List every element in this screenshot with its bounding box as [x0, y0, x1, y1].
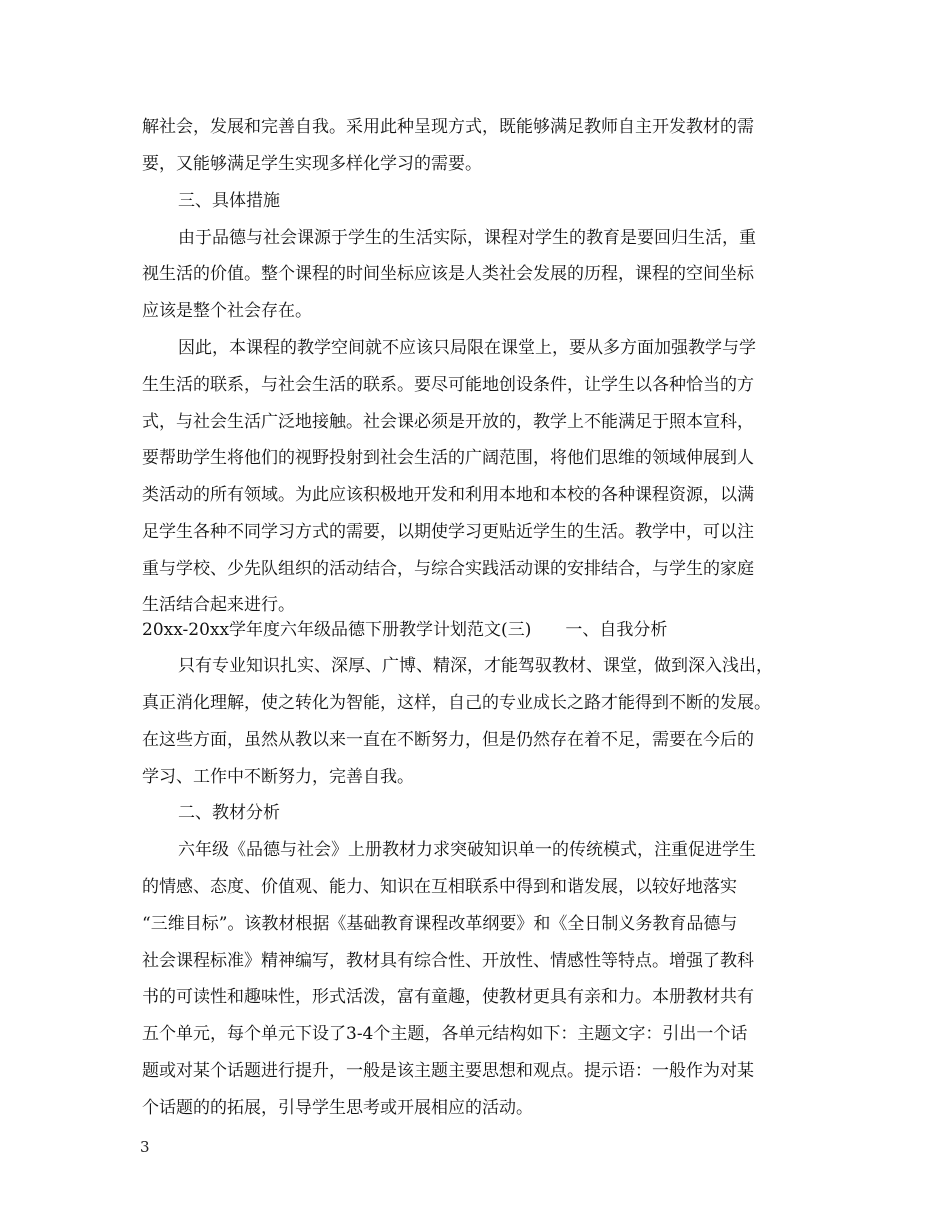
text-line: 六年级《品德与社会》上册教材力求突破知识单一的传统模式，注重促进学生	[178, 840, 756, 860]
section-heading: 二、教材分析	[178, 803, 280, 823]
page-number: 3	[140, 1138, 150, 1156]
text-line: 的情感、态度、价值观、能力、知识在互相联系中得到和谐发展，以较好地落实	[142, 877, 737, 897]
text-line: 重与学校、少先队组织的活动结合，与综合实践活动课的安排结合，与学生的家庭	[142, 559, 754, 579]
text-line: 类活动的所有领域。为此应该积极地开发和利用本地和本校的各种课程资源，以满	[142, 485, 754, 505]
text-line: 生活结合起来进行。	[142, 595, 295, 615]
text-line: 视生活的价值。整个课程的时间坐标应该是人类社会发展的历程，课程的空间坐标	[142, 264, 754, 284]
text-line: 真正消化理解，使之转化为智能，这样，自己的专业成长之路才能得到不断的发展。	[142, 693, 771, 713]
text-line: 五个单元，每个单元下设了3-4个主题，各单元结构如下：主题文字：引出一个话	[142, 1024, 748, 1044]
text-line: 生生活的联系，与社会生活的联系。要尽可能地创设条件，让学生以各种恰当的方	[142, 375, 754, 395]
text-line: 社会课程标准》精神编写，教材具有综合性、开放性、情感性等特点。增强了教科	[142, 951, 754, 971]
text-line: 应该是整个社会存在。	[142, 301, 312, 321]
text-line: 足学生各种不同学习方式的需要，以期使学习更贴近学生的生活。教学中，可以注	[142, 522, 754, 542]
text-line: 因此，本课程的教学空间就不应该只局限在课堂上，要从多方面加强教学与学	[178, 338, 756, 358]
text-line: 要帮助学生将他们的视野投射到社会生活的广阔范围，将他们思维的领域伸展到人	[142, 448, 754, 468]
text-line: “三维目标”。该教材根据《基础教育课程改革纲要》和《全日制义务教育品德与	[142, 914, 738, 934]
text-line: 只有专业知识扎实、深厚、广博、精深，才能驾驭教材、课堂，做到深入浅出，	[178, 656, 773, 676]
document-heading-line: 20xx-20xx学年度六年级品德下册教学计划范文(三) 一、自我分析	[142, 620, 668, 640]
text-line: 书的可读性和趣味性，形式活泼，富有童趣，使教材更具有亲和力。本册教材共有	[142, 987, 754, 1007]
section-heading: 三、具体措施	[178, 191, 280, 211]
text-line: 个话题的的拓展，引导学生思考或开展相应的活动。	[142, 1098, 533, 1118]
text-line: 由于品德与社会课源于学生的生活实际，课程对学生的教育是要回归生活，重	[178, 228, 756, 248]
text-line: 式，与社会生活广泛地接触。社会课必须是开放的，教学上不能满足于照本宣科，	[142, 412, 754, 432]
text-line: 学习、工作中不断努力，完善自我。	[142, 767, 414, 787]
text-line: 解社会，发展和完善自我。采用此种呈现方式，既能够满足教师自主开发教材的需	[142, 117, 754, 137]
text-line: 要，又能够满足学生实现多样化学习的需要。	[142, 154, 482, 174]
text-line: 在这些方面，虽然从教以来一直在不断努力，但是仍然存在着不足，需要在今后的	[142, 730, 754, 750]
text-line: 题或对某个话题进行提升，一般是该主题主要思想和观点。提示语：一般作为对某	[142, 1061, 754, 1081]
